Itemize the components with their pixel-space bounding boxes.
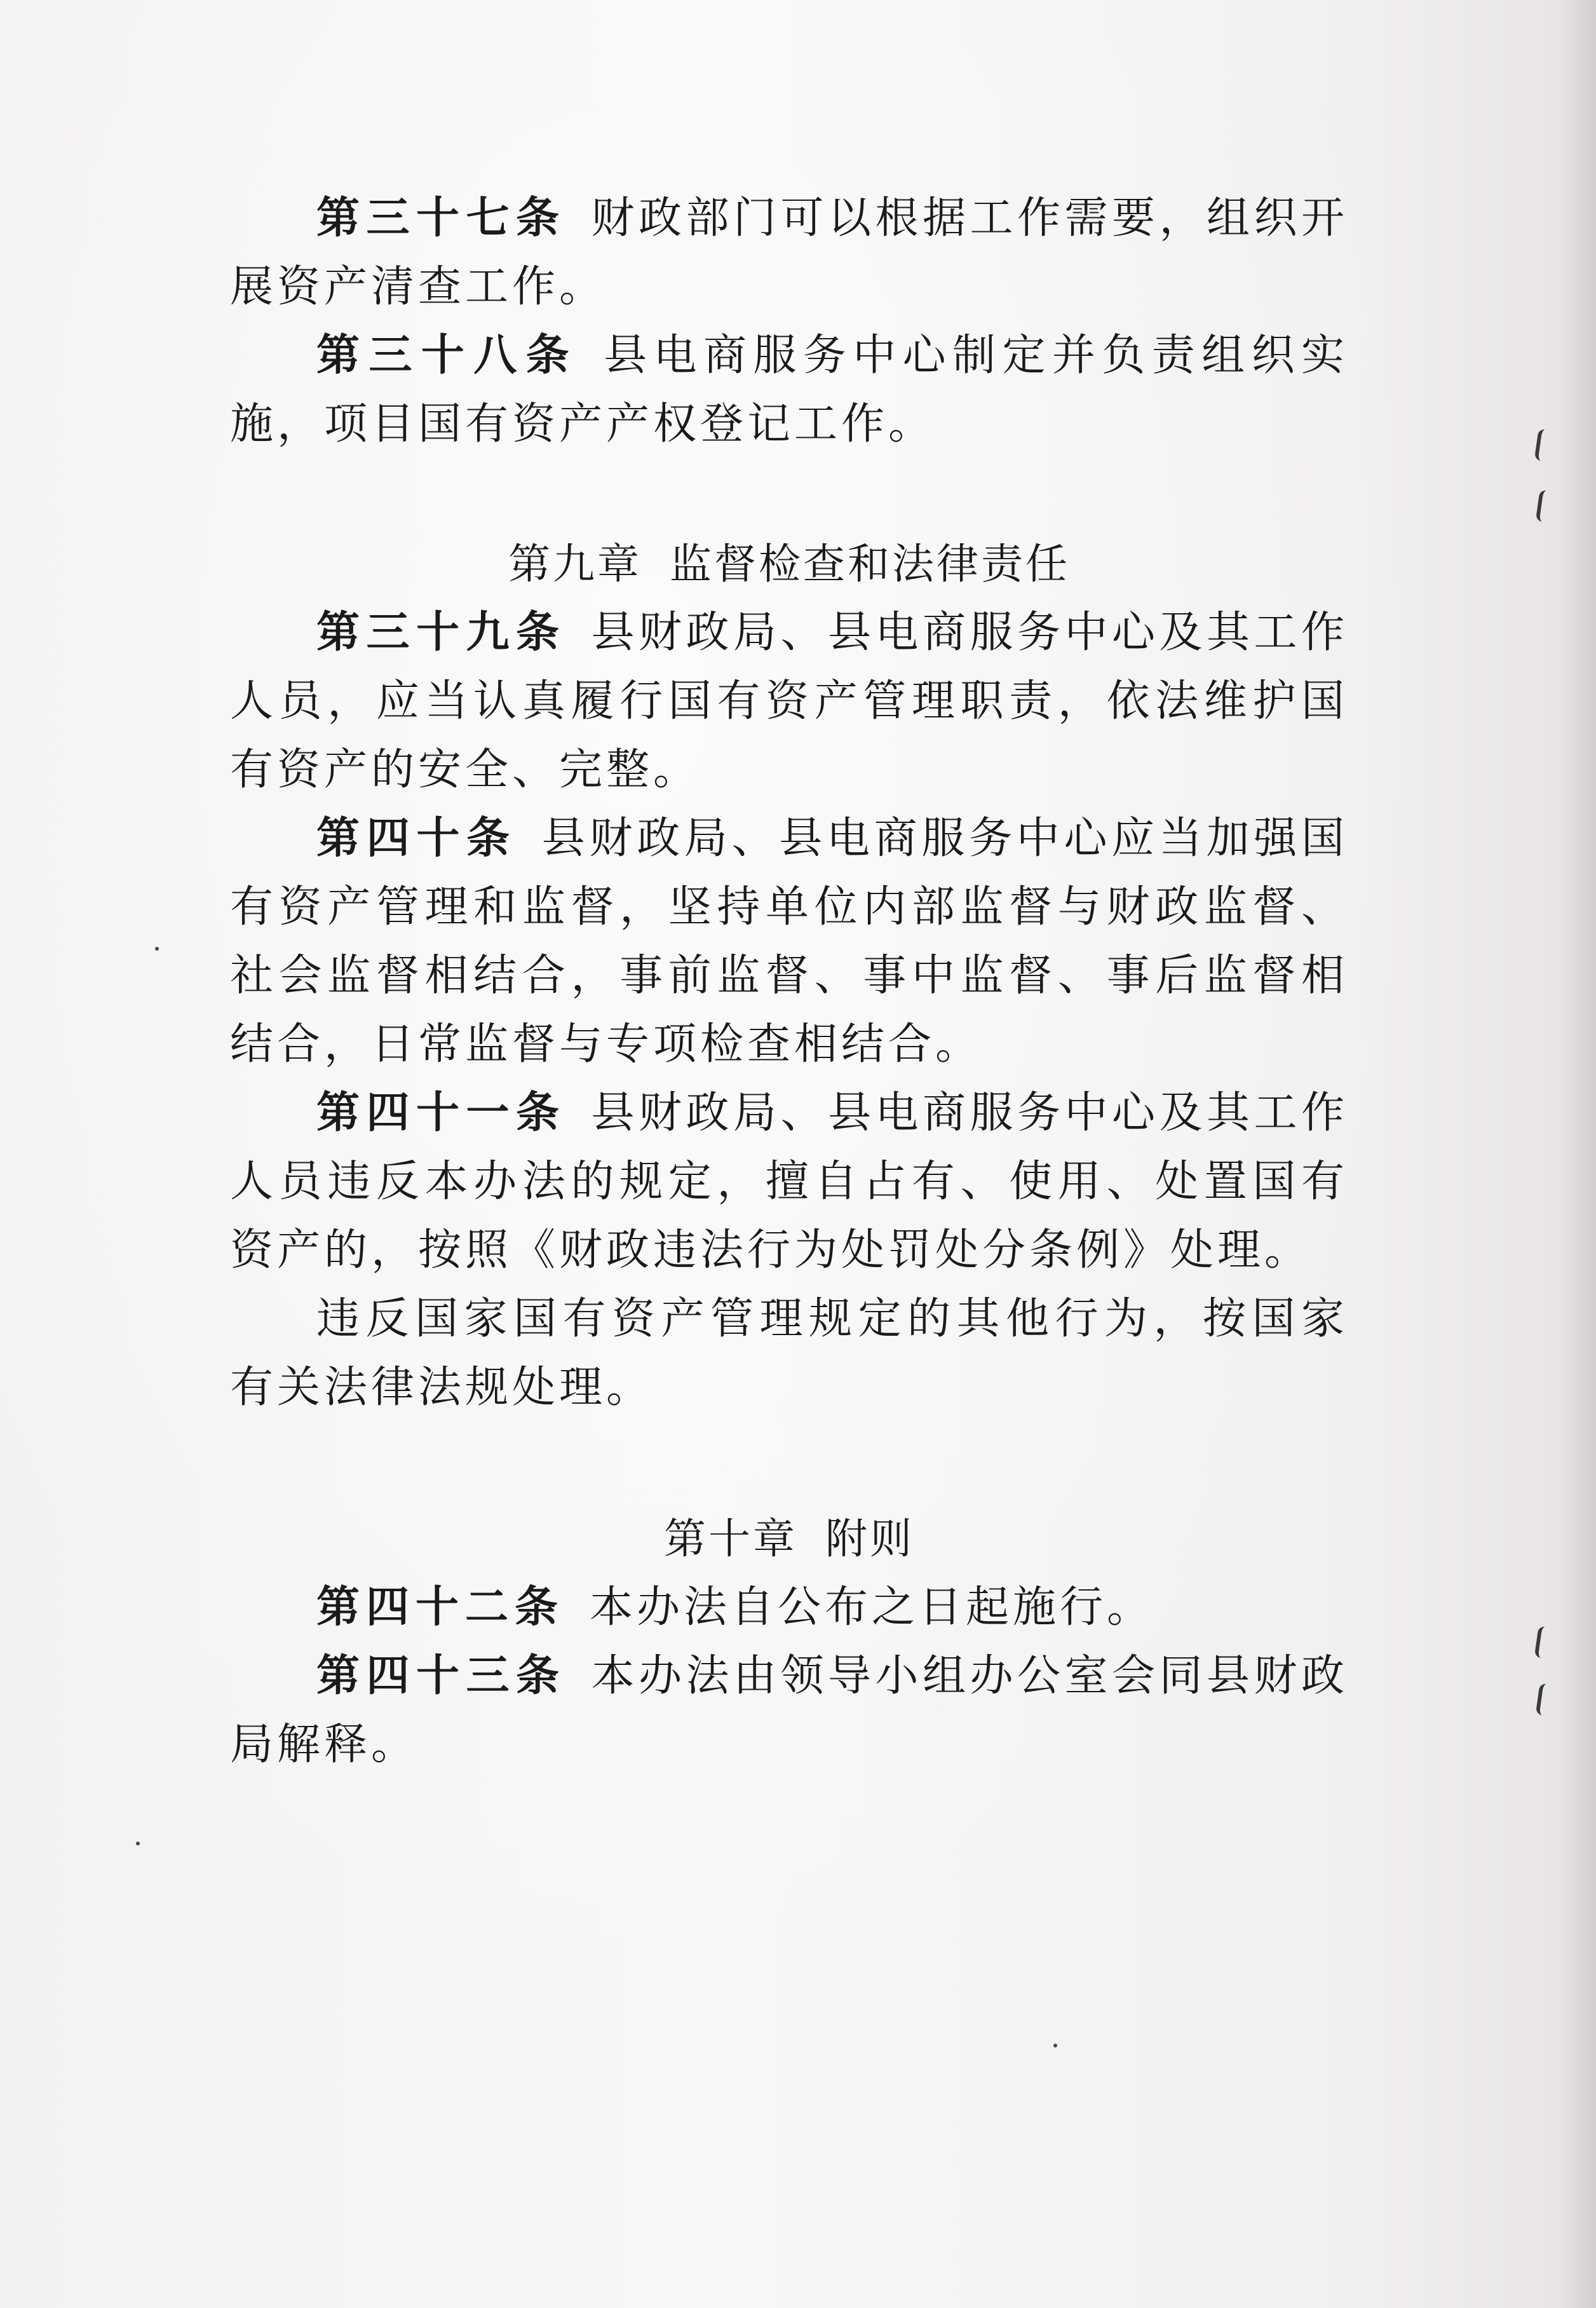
chapter-title: 附则 [825,1514,914,1563]
article-43 [230,1642,1348,1779]
page-edge-shadow [1558,0,1596,2308]
article-40 [230,804,1348,1079]
article-39 [230,599,1348,804]
chapter-9-heading [230,530,1348,599]
binding-hole-mark [1536,1683,1558,1716]
article-42 [230,1573,1348,1642]
article-text: 县电商服务中心制定并负责组织实施，项目国有资产产权登记工作。 [230,330,1348,449]
article-number: 第三十七条 [316,193,566,243]
scan-speck [1053,2044,1057,2047]
article-41 [230,1079,1348,1285]
chapter-number: 第十章 [664,1514,797,1563]
article-number: 第四十一条 [316,1088,566,1138]
article-text: 县财政局、县电商服务中心应当加强国有资产管理和监督，坚持单位内部监督与财政监督、社会监督相结合，事前监督、事中监督、事后监督相结合，日常监督与专项检查相结合。 [230,813,1348,1069]
article-number: 第三十八条 [316,330,579,381]
article-number: 第三十九条 [316,608,566,658]
binding-hole-mark [1534,1626,1557,1659]
article-41-paragraph-2: 违反国家国有资产管理规定的其他行为，按国家有关法律法规处理。 [230,1294,1348,1413]
article-number: 第四十三条 [316,1651,566,1701]
article-text: 本办法由领导小组办公室会同县财政局解释。 [230,1651,1348,1770]
article-text: 本办法自公布之日起施行。 [590,1582,1154,1633]
article-text: 县财政局、县电商服务中心及其工作人员，应当认真履行国有资产管理职责，依法维护国有资产的安全、完整。 [230,608,1348,795]
scan-speck [136,1842,140,1845]
chapter-title: 监督检查和法律责任 [670,540,1070,588]
scan-speck [155,947,159,951]
chapter-10-heading [230,1505,1348,1573]
binding-hole-mark [1536,489,1558,523]
article-number: 第四十二条 [316,1582,565,1633]
binding-hole-mark [1534,428,1557,462]
article-text: 财政部门可以根据工作需要，组织开展资产清查工作。 [230,193,1348,312]
document-body [230,184,1348,1779]
chapter-number: 第九章 [508,540,642,588]
article-text: 县财政局、县电商服务中心及其工作人员违反本办法的规定，擅自占有、使用、处置国有资产的，按照《财政违法行为处罚处分条例》处理。 [230,1088,1348,1275]
article-38 [230,322,1348,459]
article-37 [230,184,1348,322]
article-number: 第四十条 [316,813,517,864]
